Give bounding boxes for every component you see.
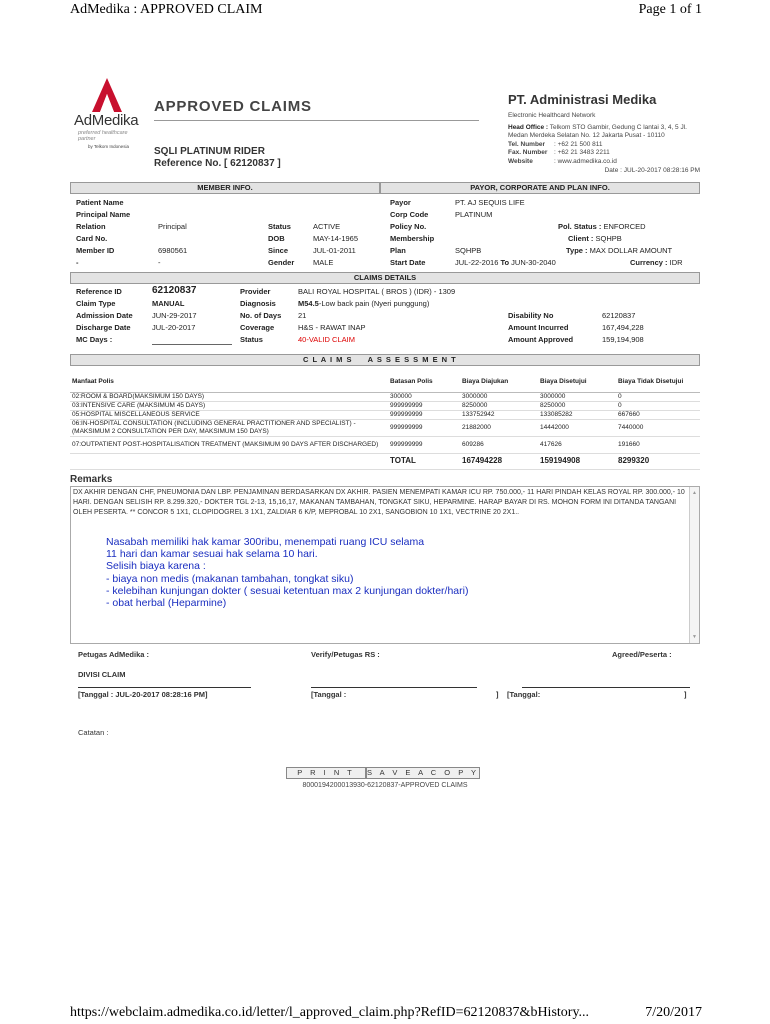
incurred-label: Amount Incurred xyxy=(508,323,569,332)
verify-date: [Tanggal : xyxy=(311,690,347,699)
benefit-cell: 03:INTENSIVE CARE (MAKSIMUM 45 DAYS) xyxy=(70,401,388,410)
company-address-block xyxy=(508,112,700,176)
tel-label: Tel. Number xyxy=(508,140,546,148)
note-line: - biaya non medis (makanan tambahan, tongkat siku) xyxy=(106,572,354,585)
corp-code-label: Corp Code xyxy=(390,210,429,219)
discharge-date-value: JUL-20-2017 xyxy=(152,323,196,332)
provider-label: Provider xyxy=(240,287,271,296)
approved-cell: 133085282 xyxy=(538,410,616,419)
claims-details-header: CLAIMS DETAILS xyxy=(70,272,700,284)
end-date-value: JUN-30-2040 xyxy=(511,258,556,267)
claim-type-label: Claim Type xyxy=(76,299,116,308)
petugas-signature-line xyxy=(78,687,251,688)
limit-cell: 999999999 xyxy=(388,401,460,410)
limit-cell: 999999999 xyxy=(388,410,460,419)
member-id-label: Member ID xyxy=(76,246,115,255)
since-label: Since xyxy=(268,246,289,255)
claim-letter xyxy=(70,72,700,792)
col-batasan: Batasan Polis xyxy=(388,372,460,392)
table-row xyxy=(70,410,700,419)
reference-id-value: 62120837 xyxy=(152,285,197,296)
currency-label: Currency : xyxy=(630,258,668,267)
principal-name-label: Principal Name xyxy=(76,210,131,219)
client-value: SQHPB xyxy=(595,234,622,243)
print-header-page: Page 1 of 1 xyxy=(638,2,702,17)
print-button[interactable]: P R I N T xyxy=(286,767,366,779)
client xyxy=(568,233,622,245)
submitted-cell: 8250000 xyxy=(460,401,538,410)
table-row xyxy=(70,392,700,401)
approved-cell: 14442000 xyxy=(538,419,616,436)
doc-title: APPROVED CLAIMS xyxy=(154,98,312,115)
agreed-label: Agreed/Peserta : xyxy=(612,650,672,659)
approved-value: 159,194,908 xyxy=(602,335,644,344)
corp-code-value: PLATINUM xyxy=(455,210,493,219)
rejected-cell: 0 xyxy=(616,392,700,401)
assessment-table xyxy=(70,372,700,470)
relation-value: Principal xyxy=(158,222,187,231)
to-label: To xyxy=(500,258,510,267)
member-info xyxy=(76,197,376,267)
admedika-logo-icon xyxy=(92,78,122,114)
admission-date-label: Admission Date xyxy=(76,311,133,320)
type-label: Type : xyxy=(566,246,588,255)
payor-info-header: PAYOR, CORPORATE AND PLAN INFO. xyxy=(380,182,700,194)
company-name: PT. Administrasi Medika xyxy=(508,92,657,107)
currency-value: IDR xyxy=(669,258,683,267)
col-diajukan: Biaya Diajukan xyxy=(460,372,538,392)
limit-cell: 999999999 xyxy=(388,436,460,453)
since-value: JUL-01-2011 xyxy=(313,246,356,255)
assessment-header: C L A I M S A S S E S S M E N T xyxy=(70,354,700,366)
provider-value: BALI ROYAL HOSPITAL ( BROS ) (IDR) - 1309 xyxy=(298,287,456,296)
col-tidak-disetujui: Biaya Tidak Disetujui xyxy=(616,372,700,392)
approved-cell: 3000000 xyxy=(538,392,616,401)
head-office-address: Telkom STO Gambir, Gedung C lantai 3, 4, 5 Jl. Medan Merdeka Selatan No. 12 Jakarta Pusat - 10110 xyxy=(508,123,687,139)
total-approved: 159194908 xyxy=(538,453,616,469)
plan-label: Plan xyxy=(390,246,406,255)
coverage-label: Coverage xyxy=(240,323,275,332)
payor-label: Payor xyxy=(390,198,411,207)
total-label: TOTAL xyxy=(388,453,460,469)
handwritten-note xyxy=(106,536,468,609)
claim-status-label: Status xyxy=(240,335,263,344)
gender-value: MALE xyxy=(313,258,334,267)
approved-cell: 8250000 xyxy=(538,401,616,410)
pol-status-label: Pol. Status : xyxy=(558,222,602,231)
table-row xyxy=(70,419,700,436)
verify-date-close: ] xyxy=(496,690,499,699)
col-disetujui: Biaya Disetujui xyxy=(538,372,616,392)
days-label: No. of Days xyxy=(240,311,282,320)
currency xyxy=(630,257,683,269)
petugas-label: Petugas AdMedika : xyxy=(78,650,149,659)
note-line: - kelebihan kunjungan dokter ( sesuai ketentuan max 2 kunjungan dokter/hari) xyxy=(106,584,469,597)
incurred-value: 167,494,228 xyxy=(602,323,644,332)
verify-signature-line xyxy=(311,687,477,688)
tel-value: : +62 21 500 811 xyxy=(554,140,603,148)
discharge-date-label: Discharge Date xyxy=(76,323,131,332)
days-value: 21 xyxy=(298,311,307,320)
letter-date: Date : JUL-20-2017 08:28:16 PM xyxy=(604,167,700,174)
web-label: Website xyxy=(508,157,533,165)
disability-label: Disability No xyxy=(508,311,554,320)
rejected-cell: 7440000 xyxy=(616,419,700,436)
admission-date-value: JUN-29-2017 xyxy=(152,311,197,320)
benefit-cell: 06:IN-HOSPITAL CONSULTATION (INCLUDING GENERAL PRACTITIONER AND SPECIALIST) - (MAKSIMUM 2 CONSULTATION PER DAY, MAKSIMUM 150 DAYS) xyxy=(70,419,388,436)
limit-cell: 999999999 xyxy=(388,419,460,436)
table-row xyxy=(70,401,700,410)
assessment-header-row xyxy=(70,372,700,392)
web-row xyxy=(508,158,700,167)
plan-period xyxy=(455,257,556,269)
membership-label: Membership xyxy=(390,234,435,243)
plan-type xyxy=(566,245,672,257)
submitted-cell: 133752942 xyxy=(460,410,538,419)
print-footer-url: https://webclaim.admedika.co.id/letter/l_approved_claim.php?RefID=62120837&bHistory... xyxy=(70,1005,590,1020)
diagnosis-text: -Low back pain (Nyeri punggung) xyxy=(318,299,430,308)
approved-label: Amount Approved xyxy=(508,335,574,344)
member-id-value: 6980561 xyxy=(158,246,188,255)
remarks-title: Remarks xyxy=(70,474,113,485)
submitted-cell: 609286 xyxy=(460,436,538,453)
relation-label: Relation xyxy=(76,222,106,231)
fax-label: Fax. Number xyxy=(508,149,548,156)
divisi-claim: DIVISI CLAIM xyxy=(78,670,126,679)
tel-row xyxy=(508,141,700,150)
company-subtitle: Electronic Healthcard Network xyxy=(508,112,596,119)
logo-by: by Telkom Indonesia xyxy=(88,144,129,149)
col-manfaat: Manfaat Polis xyxy=(70,372,388,392)
disability-value: 62120837 xyxy=(602,311,636,320)
gender-label: Gender xyxy=(268,258,295,267)
print-header-title: AdMedika : APPROVED CLAIM xyxy=(70,2,263,17)
fax-value: : +62 21 3483 2211 xyxy=(554,149,610,156)
status-value: ACTIVE xyxy=(313,222,341,231)
save-copy-button[interactable]: S A V E A C O P Y xyxy=(367,768,480,777)
dob-label: DOB xyxy=(268,234,285,243)
diagnosis-label: Diagnosis xyxy=(240,299,276,308)
rider-name: SQLI PLATINUM RIDER xyxy=(154,146,265,157)
print-footer-date: 7/20/2017 xyxy=(645,1005,702,1020)
status-label: Status xyxy=(268,222,291,231)
claim-type-value: MANUAL xyxy=(152,299,185,308)
note-line: Selisih biaya karena : xyxy=(106,560,206,573)
remarks-scrollbar[interactable] xyxy=(689,487,699,643)
start-date-label: Start Date xyxy=(390,258,426,267)
admedika-logo xyxy=(74,78,144,150)
coverage-value: H&S - RAWAT INAP xyxy=(298,323,366,332)
total-submitted: 167494228 xyxy=(460,453,538,469)
total-row xyxy=(70,453,700,469)
claims-details xyxy=(76,286,700,350)
submitted-cell: 3000000 xyxy=(460,392,538,401)
diagnosis-value xyxy=(298,298,429,310)
mc-days-label: MC Days : xyxy=(76,335,113,344)
rejected-cell: 0 xyxy=(616,401,700,410)
extra-value: - xyxy=(158,258,161,267)
rejected-cell: 667660 xyxy=(616,410,700,419)
benefit-cell: 07:OUTPATIENT POST-HOSPITALISATION TREATMENT (MAKSIMUM 90 DAYS AFTER DISCHARGED) xyxy=(70,436,388,453)
note-line: - obat herbal (Heparmine) xyxy=(106,597,227,610)
limit-cell: 300000 xyxy=(388,392,460,401)
agreed-signature-line xyxy=(522,687,690,688)
pol-status xyxy=(558,221,646,233)
web-value: : www.admedika.co.id xyxy=(554,157,617,165)
logo-brand: AdMedika xyxy=(74,112,139,129)
patient-name-label: Patient Name xyxy=(76,198,124,207)
remarks-text: DX AKHIR DENGAN CHF, PNEUMONIA DAN LBP. PENJAMINAN BERDASARKAN DX AKHIR. PASIEN MENEMPATI KAMAR ICU RP. 750.000,- 11 HARI PINDAH KELAS ROYAL RP. 300.000,- 10 HARI. DENGAN SELISIH RP. 8.299.320,- DOKTER TGL 2-13, 15,16,17, MAKANAN TAMBAHAN, TONGKAT SIKU, HEPARMINE. HARAP BAYAR DI RS. MOHON FORM INI DITANDA TANGANI OLEH PESERTA. ** CONCOR 5 1X1, CLOPIDOGREL 3 1X1, ZALDIAR 6 K/P, MEPROBAL 10 2X1, SANGOBION 10 1X1, VECTRINE 20 2X1.. xyxy=(73,489,685,516)
plan-value: SQHPB xyxy=(455,246,482,255)
extra-label: - xyxy=(76,258,79,267)
note-line: 11 hari dan kamar sesuai hak selama 10 hari. xyxy=(106,548,318,561)
claim-status-value: 40-VALID CLAIM xyxy=(298,335,355,344)
table-row xyxy=(70,436,700,453)
petugas-date: [Tanggal : JUL-20-2017 08:28:16 PM] xyxy=(78,690,208,699)
logo-tagline: preferred healthcare partner xyxy=(78,130,128,142)
head-office-label: Head Office : xyxy=(508,123,549,131)
start-date-value: JUL-22-2016 xyxy=(455,258,499,267)
benefit-cell: 05:HOSPITAL MISCELLANEOUS SERVICE xyxy=(70,410,388,419)
benefit-cell: 02:ROOM & BOARD(MAKSIMUM 150 DAYS) xyxy=(70,392,388,401)
rejected-cell: 191660 xyxy=(616,436,700,453)
scroll-down-icon[interactable]: ▼ xyxy=(692,634,697,640)
dob-value: MAY-14-1965 xyxy=(313,234,359,243)
note-line: Nasabah memiliki hak kamar 300ribu, menempati ruang ICU selama xyxy=(106,536,425,548)
reference-number: Reference No. [ 62120837 ] xyxy=(154,158,281,169)
print-header xyxy=(0,0,770,22)
member-info-header: MEMBER INFO. xyxy=(70,182,380,194)
client-label: Client : xyxy=(568,234,594,243)
fax-row xyxy=(508,149,700,158)
diagnosis-code: M54.5 xyxy=(298,299,319,308)
head-office xyxy=(508,124,700,141)
mc-days-line xyxy=(152,344,232,345)
submitted-cell: 21882000 xyxy=(460,419,538,436)
total-rejected: 8299320 xyxy=(616,453,700,469)
title-divider xyxy=(154,120,479,121)
scroll-up-icon[interactable]: ▲ xyxy=(692,490,697,496)
pol-status-value: ENFORCED xyxy=(603,222,646,231)
document-id: 8000194200013930-62120837-APPROVED CLAIMS xyxy=(302,782,468,789)
verify-label: Verify/Petugas RS : xyxy=(311,650,380,659)
payor-value: PT. AJ SEQUIS LIFE xyxy=(455,198,525,207)
policy-no-label: Policy No. xyxy=(390,222,427,231)
agreed-date: [Tanggal: xyxy=(507,690,541,699)
approved-cell: 417626 xyxy=(538,436,616,453)
catatan-label: Catatan : xyxy=(78,728,109,737)
type-value: MAX DOLLAR AMOUNT xyxy=(589,246,673,255)
agreed-date-close: ] xyxy=(684,690,687,699)
card-no-label: Card No. xyxy=(76,234,108,243)
reference-id-label: Reference ID xyxy=(76,287,122,296)
payor-info xyxy=(390,197,700,267)
